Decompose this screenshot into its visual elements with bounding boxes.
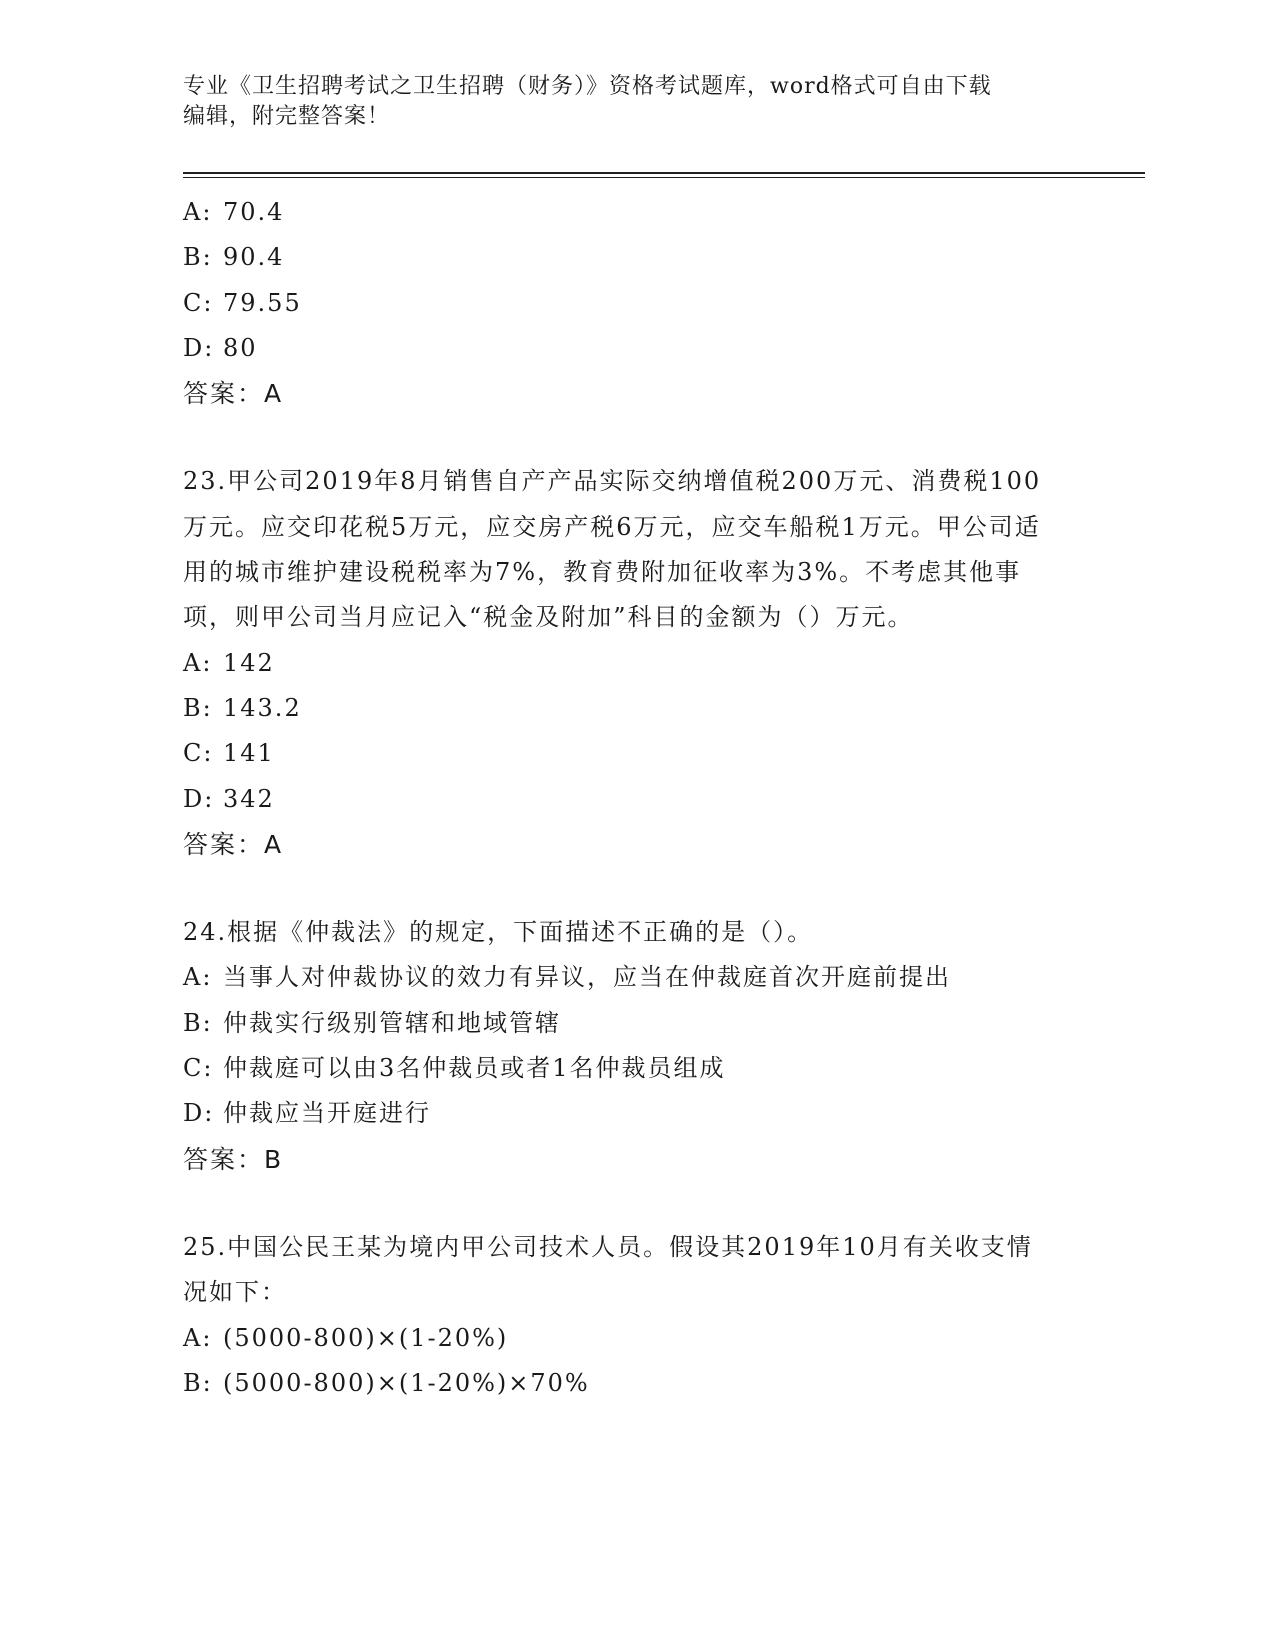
option-a: A: 142: [183, 648, 275, 677]
question-block: [183, 1225, 1083, 1406]
header-line-1: 专业《卫生招聘考试之卫生招聘（财务）》资格考试题库，word格式可自由下载: [183, 74, 992, 99]
option-c: C: 141: [183, 739, 275, 768]
option-a: A: 当事人对仲裁协议的效力有异议，应当在仲裁庭首次开庭前提出: [183, 963, 951, 992]
question-text: 25.中国公民王某为境内甲公司技术人员。假设其2019年10月有关收支情况如下：: [183, 1232, 1033, 1307]
header-divider-thin: [183, 177, 1145, 178]
question-list: [183, 190, 1083, 1406]
option-a: A: 70.4: [183, 198, 285, 226]
question-block: [183, 910, 1083, 1182]
header-divider-thick: [183, 172, 1145, 174]
option-b: B: 仲裁实行级别管辖和地域管辖: [183, 1008, 561, 1037]
document-header: [183, 72, 1063, 132]
question-block: [183, 459, 1083, 867]
answer-line: 答案：A: [183, 829, 284, 859]
option-b: B: 143.2: [183, 693, 302, 722]
question-text: 23.甲公司2019年8月销售自产产品实际交纳增值税200万元、消费税100万元。应交印花税5万元，应交房产税6万元，应交车船税1万元。甲公司适用的城市维护建设税税率为7%，教育费附加征收率为3%。不考虑其他事项，则甲公司当月应记入“税金及附加”科目的金额为（）万元。: [183, 467, 1042, 632]
option-c: C: 仲裁庭可以由3名仲裁员或者1名仲裁员组成: [183, 1054, 726, 1083]
option-d: D: 80: [183, 333, 258, 362]
option-a: A: (5000-800)×(1-20%): [183, 1323, 509, 1352]
option-b: B: 90.4: [183, 243, 285, 272]
answer-line: 答案：A: [183, 379, 284, 409]
question-text: 24.根据《仲裁法》的规定，下面描述不正确的是（）。: [183, 918, 814, 947]
option-b: B: (5000-800)×(1-20%)×70%: [183, 1368, 590, 1397]
header-line-2: 编辑，附完整答案！: [183, 104, 391, 129]
option-c: C: 79.55: [183, 288, 302, 317]
option-d: D: 仲裁应当开庭进行: [183, 1099, 431, 1128]
question-block: [183, 190, 1083, 416]
answer-line: 答案：B: [183, 1144, 284, 1174]
option-d: D: 342: [183, 784, 275, 813]
